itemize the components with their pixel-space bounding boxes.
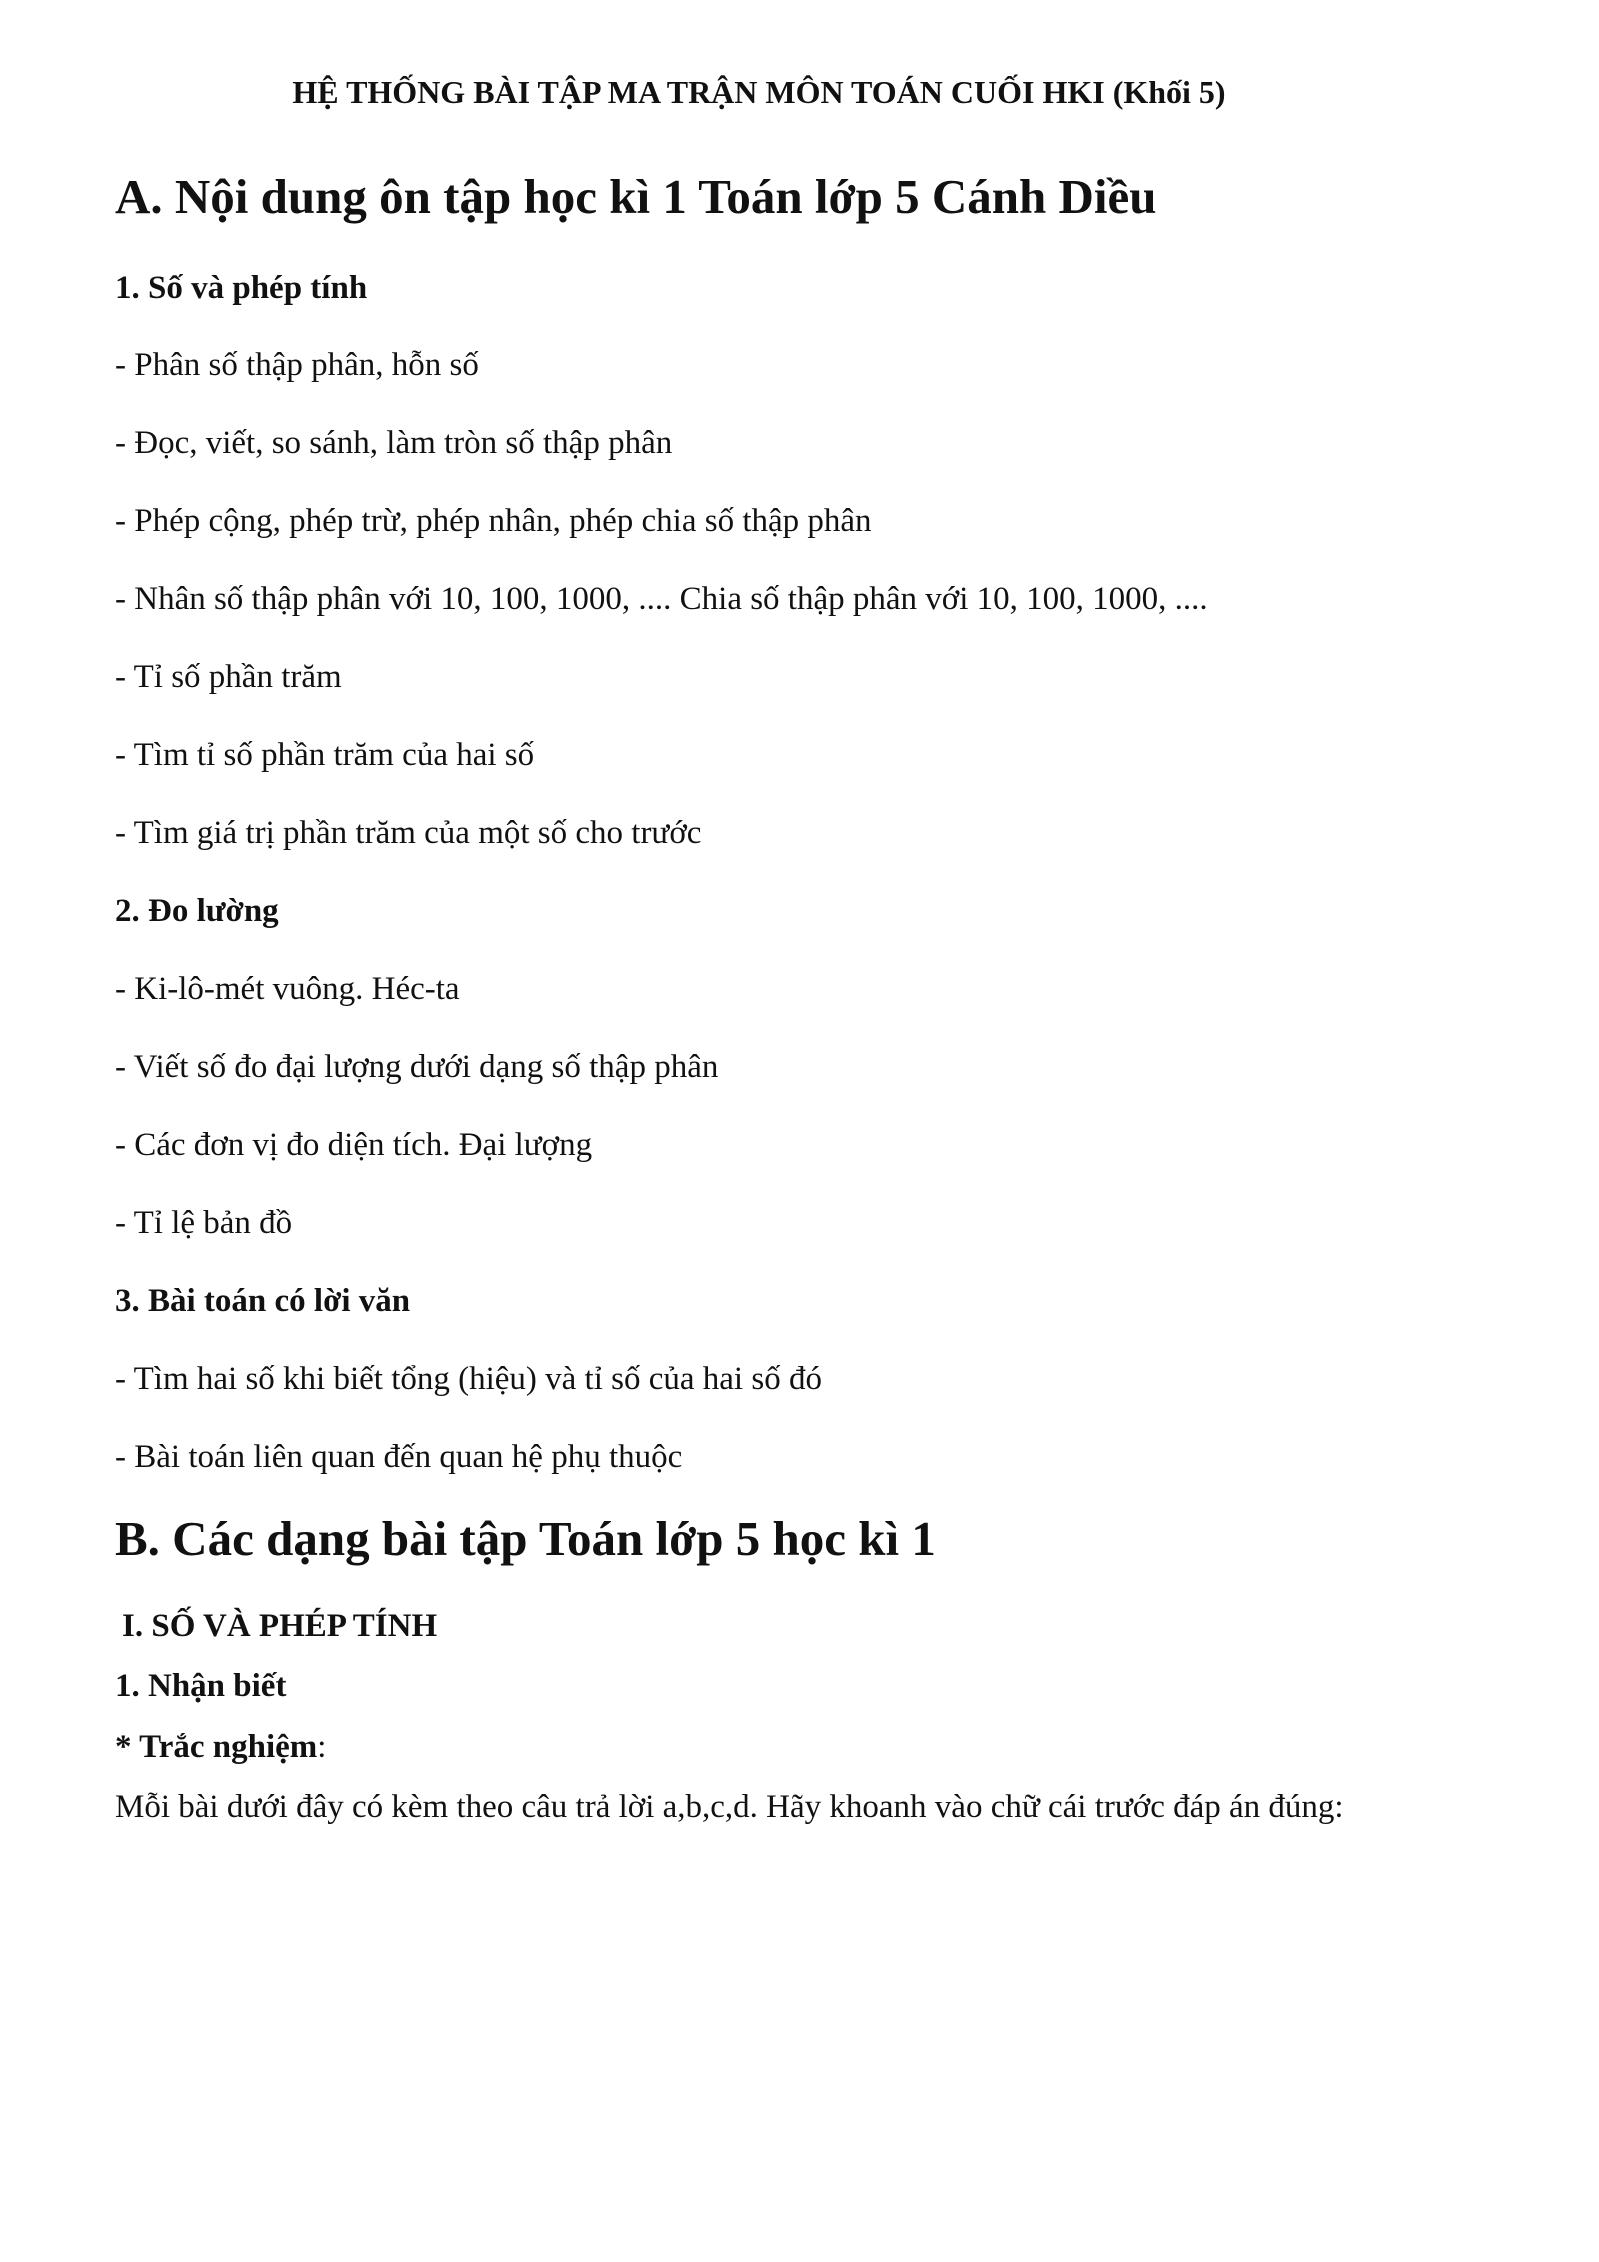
list-item: - Phân số thập phân, hỗn số <box>115 347 479 383</box>
trac-nghiem-colon: : <box>317 1729 327 1765</box>
level-heading: 1. Nhận biết <box>115 1668 287 1704</box>
list-item: - Nhân số thập phân với 10, 100, 1000, .... Chia số thập phân với 10, 100, 1000, .... <box>115 581 1208 617</box>
list-item: - Đọc, viết, so sánh, làm tròn số thập phân <box>115 425 673 461</box>
document-title: HỆ THỐNG BÀI TẬP MA TRẬN MÔN TOÁN CUỐI HKI (Khối 5) <box>292 74 1226 110</box>
list-item: - Tìm tỉ số phần trăm của hai số <box>115 737 535 773</box>
part-heading: I. SỐ VÀ PHÉP TÍNH <box>122 1608 438 1644</box>
group-heading-bai-toan-co-loi-van: 3. Bài toán có lời văn <box>115 1283 411 1319</box>
group-heading-do-luong: 2. Đo lường <box>115 893 279 929</box>
list-item: - Phép cộng, phép trừ, phép nhân, phép chia số thập phân <box>115 503 872 539</box>
list-item: - Tỉ lệ bản đồ <box>115 1205 293 1241</box>
list-item: - Viết số đo đại lượng dưới dạng số thập phân <box>115 1049 719 1085</box>
list-item: - Ki-lô-mét vuông. Héc-ta <box>115 971 460 1007</box>
section-a-heading: A. Nội dung ôn tập học kì 1 Toán lớp 5 Cánh Diều <box>115 169 1157 224</box>
list-item: - Các đơn vị đo diện tích. Đại lượng <box>115 1127 593 1163</box>
list-item: - Bài toán liên quan đến quan hệ phụ thuộc <box>115 1439 683 1475</box>
section-b-heading: B. Các dạng bài tập Toán lớp 5 học kì 1 <box>115 1511 936 1566</box>
list-item: - Tỉ số phần trăm <box>115 659 342 695</box>
instruction-text: Mỗi bài dưới đây có kèm theo câu trả lời a,b,c,d. Hãy khoanh vào chữ cái trước đáp án đúng: <box>115 1789 1344 1825</box>
group-heading-so-va-phep-tinh: 1. Số và phép tính <box>115 270 368 306</box>
list-item: - Tìm giá trị phần trăm của một số cho trước <box>115 815 702 851</box>
list-item: - Tìm hai số khi biết tổng (hiệu) và tỉ số của hai số đó <box>115 1361 822 1397</box>
trac-nghiem-label <box>115 1729 326 1766</box>
trac-nghiem-text: * Trắc nghiệm <box>115 1729 318 1765</box>
